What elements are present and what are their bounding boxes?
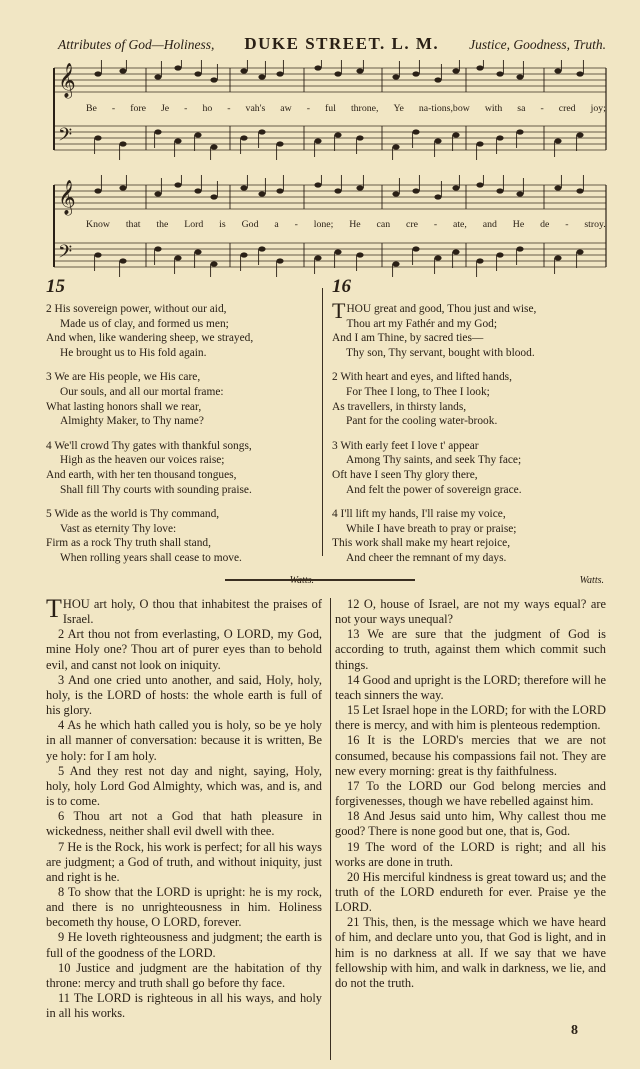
stanza-line-text: Pant for the cooling water-brook.: [346, 415, 498, 428]
stanza-line-text: 3 With early feet I love t' appear: [332, 439, 479, 452]
reading-verse: 5 And they rest not day and night, saying, Holy, holy, holy Lord God Almighty, which was, and is, and is to come.: [46, 763, 322, 809]
lyric-syllable: -: [184, 103, 188, 114]
reading-verse: 14 Good and upright is the LORD; therefore will he teach sinners the way.: [335, 672, 606, 702]
stanza-line-text: Firm as a rock Thy truth shall stand,: [46, 537, 211, 550]
stanza-line: [46, 302, 314, 317]
note-head: [258, 246, 265, 251]
stanza-line: [46, 385, 314, 400]
stanza-line: [332, 507, 604, 522]
reading-verse: 15 Let Israel hope in the LORD; for with the LORD there is mercy, and with him is plenteous redemption.: [335, 703, 606, 733]
stanza-line: [332, 414, 604, 429]
reading-verse: 18 And Jesus said unto him, Why callest thou me good? There is none good but one, that is, God.: [335, 809, 606, 839]
note-head: [119, 185, 126, 190]
stanza-line: [332, 468, 604, 483]
note-head: [258, 129, 265, 134]
stanza-line: [332, 522, 604, 537]
stanza: [332, 507, 604, 565]
note-head: [576, 71, 583, 76]
note-head: [434, 194, 441, 199]
stanza-line-text: And I am Thine, by sacred ties—: [332, 332, 484, 345]
reading-verse: 20 His merciful kindness is great toward us; and the truth of the LORD endureth for ever. Praise ye the LORD.: [335, 869, 606, 915]
lyric-syllable: joy;: [590, 103, 606, 114]
lyric-syllable: Lord: [184, 219, 204, 230]
stanza-line: [46, 439, 314, 454]
reading-verse: 2 Art thou not from everlasting, O LORD, my God, mine Holy one? Thou art of purer eyes than to behold evil, and canst not look on iniquity.: [46, 627, 322, 672]
stanza: [46, 507, 314, 565]
lyric-syllable: stroy.: [584, 219, 606, 230]
reading-right-verses: [335, 597, 606, 991]
reading-verse: 9 He loveth righteousness and judgment; the earth is full of the goodness of the LORD.: [46, 930, 322, 960]
note-head: [314, 182, 321, 187]
note-head: [174, 65, 181, 70]
lyric-syllable: He: [349, 219, 361, 230]
lyric-syllable: Know: [86, 219, 110, 230]
lyric-syllable: -: [565, 219, 569, 230]
note-head: [276, 141, 283, 146]
note-head: [194, 71, 201, 76]
note-head: [210, 261, 217, 266]
note-head: [412, 188, 419, 193]
lyric-syllable: -: [227, 103, 231, 114]
note-head: [210, 194, 217, 199]
stanza-line-text: Our souls, and all our mortal frame:: [60, 385, 224, 398]
stanza-line-text: This work shall make my heart rejoice,: [332, 537, 511, 550]
reading-dropcap: T: [46, 594, 62, 623]
note-head: [554, 138, 561, 143]
stanza-line-text: Among Thy saints, and seek Thy face;: [346, 454, 522, 467]
stanza-line: [46, 317, 314, 332]
lyric-syllable: ate,: [452, 219, 467, 230]
note-head: [476, 141, 483, 146]
stanza-line-text: Thou art my Fathér and my God;: [346, 317, 498, 330]
note-head: [434, 255, 441, 260]
bass-clef: 𝄢: [58, 125, 73, 150]
reading-verse: 11 The LORD is righteous in all his ways, and holy in all his works.: [46, 991, 322, 1021]
note-head: [194, 188, 201, 193]
note-head: [314, 65, 321, 70]
lyric-syllable: Je: [160, 103, 170, 114]
hymn-16: [332, 276, 604, 588]
lyric-syllable: -: [433, 219, 438, 230]
stanza-line-text: Shall fill Thy courts with sounding praise.: [60, 483, 252, 496]
stanza-line-text: 4 We'll crowd Thy gates with thankful songs,: [46, 439, 252, 452]
note-head: [276, 71, 283, 76]
stanza-line-text: When rolling years shall cease to move.: [60, 551, 242, 564]
stanza-line: [46, 400, 314, 415]
note-head: [94, 188, 101, 193]
note-head: [554, 185, 561, 190]
note-head: [476, 65, 483, 70]
stanza-line: [46, 414, 314, 429]
hymn-dropcap: T: [332, 298, 346, 323]
lyric-syllable: sa: [517, 103, 526, 114]
lyric-syllable: lone;: [313, 219, 334, 230]
note-head: [476, 182, 483, 187]
reading-verse: 3 And one cried unto another, and said, Holy, holy, holy, is the LORD of hosts: the whole earth is full of his glory.: [46, 672, 322, 718]
reading-verse: 12 O, house of Israel, are not my ways equal? are not your ways unequal?: [335, 597, 606, 627]
reading-verse: 16 It is the LORD's mercies that we are not consumed, because his compassions fail not. They are new every morning: great is thy faithfulness.: [335, 733, 606, 778]
hymn-number: 16: [332, 276, 351, 297]
note-head: [476, 258, 483, 263]
stanza-line: [332, 346, 604, 361]
note-head: [356, 135, 363, 140]
note-head: [314, 138, 321, 143]
stanza-line-text: Made us of clay, and formed us men;: [60, 317, 229, 330]
stanza-line: [332, 551, 604, 566]
note-head: [240, 252, 247, 257]
lyric-syllable: -: [111, 103, 116, 114]
column-rule-top: [322, 288, 323, 556]
stanza-line-text: Vast as eternity Thy love:: [60, 522, 177, 535]
reading-right-column: [335, 597, 606, 991]
note-head: [496, 71, 503, 76]
stanza-line: [332, 483, 604, 498]
note-head: [334, 249, 341, 254]
lyric-syllable: that: [125, 219, 141, 230]
stanza-line: [46, 346, 314, 361]
stanza-line-text: While I have breath to pray or praise;: [346, 522, 517, 535]
note-head: [392, 261, 399, 266]
stanza-line-text: As travellers, in thirsty lands,: [332, 400, 467, 413]
note-head: [434, 138, 441, 143]
note-head: [412, 246, 419, 251]
stanza: [332, 370, 604, 428]
stanza: [46, 302, 314, 360]
note-head: [210, 144, 217, 149]
note-head: [516, 246, 523, 251]
page-number: 8: [571, 1023, 578, 1038]
lyric-syllable: He: [512, 219, 525, 230]
note-head: [194, 249, 201, 254]
hymn-15-stanzas: [46, 302, 314, 566]
note-head: [194, 132, 201, 137]
reading-verse: 19 The word of the LORD is right; and all his works are done in truth.: [335, 839, 606, 869]
stanza-line: [332, 317, 604, 332]
note-head: [174, 255, 181, 260]
stanza-line-text: HOU great and good, Thou just and wise,: [346, 303, 537, 315]
stanza-line-text: 3 We are His people, we His care,: [46, 371, 201, 384]
note-head: [576, 249, 583, 254]
lyric-syllable: cred: [558, 103, 576, 114]
tune-title: DUKE STREET. L. M.: [244, 34, 440, 53]
note-head: [174, 138, 181, 143]
note-head: [240, 135, 247, 140]
stanza-line-text: 5 Wide as the world is Thy command,: [46, 508, 220, 521]
lyric-syllable: ful: [325, 103, 336, 114]
stanza-line: [332, 370, 604, 385]
header-left: Attributes of God—Holiness,: [58, 37, 215, 52]
lyrics-line-1: [86, 103, 606, 114]
note-head: [392, 144, 399, 149]
note-head: [210, 77, 217, 82]
hymn-number: 15: [46, 276, 65, 297]
reading-verse: 13 We are sure that the judgment of God is according to truth, against them which commit such things.: [335, 627, 606, 672]
note-head: [516, 74, 523, 79]
reading-left-verses: [46, 594, 322, 1021]
hymn-author: [46, 574, 314, 589]
lyric-syllable: Ye: [393, 103, 404, 114]
stanza-line: [46, 331, 314, 346]
treble-clef: 𝄞: [58, 180, 76, 215]
lyric-syllable: fore: [130, 103, 146, 114]
note-head: [554, 68, 561, 73]
note-head: [119, 68, 126, 73]
stanza-line: [46, 536, 314, 551]
hymn-16-stanzas: [332, 298, 604, 566]
note-head: [412, 71, 419, 76]
stanza-line-text: And felt the power of sovereign grace.: [346, 483, 522, 496]
reading-verse: 10 Justice and judgment are the habitation of thy throne: mercy and truth shall go before thy face.: [46, 960, 322, 990]
stanza-line: [46, 522, 314, 537]
note-head: [119, 258, 126, 263]
stanza-line: [46, 551, 314, 566]
lyric-syllable: -: [306, 103, 311, 114]
note-head: [452, 68, 459, 73]
note-head: [154, 129, 161, 134]
note-head: [554, 255, 561, 260]
note-head: [154, 191, 161, 196]
note-head: [392, 74, 399, 79]
lyric-syllable: throne,: [350, 103, 379, 114]
note-head: [516, 129, 523, 134]
stanza-line-text: For Thee I long, to Thee I look;: [346, 385, 490, 398]
stanza-line-text: And when, like wandering sheep, we strayed,: [46, 332, 254, 345]
lyric-syllable: vah's: [245, 103, 266, 114]
stanza-line: [332, 298, 604, 323]
stanza-line: [332, 331, 604, 346]
stanza-line-text: He brought us to His fold again.: [60, 346, 207, 359]
note-head: [356, 68, 363, 73]
note-head: [334, 71, 341, 76]
lyric-syllable: a: [274, 219, 279, 230]
note-head: [434, 77, 441, 82]
note-head: [314, 255, 321, 260]
reading-verse: 6 Thou art not a God that hath pleasure in wickedness, neither shall evil dwell with thee.: [46, 809, 322, 839]
stanza-line-text: Oft have I seen Thy glory there,: [332, 468, 478, 481]
bass-clef: 𝄢: [58, 242, 73, 267]
column-rule-bottom: [330, 598, 331, 1060]
hymn-15: [46, 276, 314, 588]
hymn-author: Watts.: [579, 574, 604, 586]
stanza-line-text: 4 I'll lift my hands, I'll raise my voice,: [332, 508, 506, 521]
note-head: [94, 252, 101, 257]
lyric-syllable: can: [376, 219, 391, 230]
lyric-syllable: aw: [280, 103, 292, 114]
note-head: [496, 252, 503, 257]
lyric-syllable: the: [156, 219, 169, 230]
reading-verse: 17 To the LORD our God belong mercies and forgivenesses, though we have rebelled against him.: [335, 778, 606, 809]
stanza-line-text: High as the heaven our voices raise;: [60, 454, 225, 467]
reading-verse: 4 As he which hath called you is holy, so be ye holy in all manner of conversation: because it is written, Be ye holy: for I am holy.: [46, 718, 322, 763]
reading-left-column: [46, 594, 322, 1021]
note-head: [240, 185, 247, 190]
note-head: [94, 135, 101, 140]
note-head: [452, 185, 459, 190]
stanza: [332, 439, 604, 497]
note-head: [174, 182, 181, 187]
stanza-line-text: 2 His sovereign power, without our aid,: [46, 303, 227, 315]
note-head: [452, 249, 459, 254]
reading-verse: 21 This, then, is the message which we have heard of him, and declare unto you, that God is light, and in him is no darkness at all. If we say that we have fellowship with him, and walk in darkness, we lie, and do not the truth.: [335, 915, 606, 990]
lyric-syllable: cre: [405, 219, 418, 230]
stanza-line: [332, 385, 604, 400]
lyric-syllable: and: [482, 219, 497, 230]
stanza-line: [46, 483, 314, 498]
stanza-line-text: And cheer the remnant of my days.: [346, 551, 507, 564]
note-head: [496, 188, 503, 193]
stanza-line: [332, 453, 604, 468]
reading-verse: 7 He is the Rock, his work is perfect; for all his ways are judgment; a God of truth, and without iniquity, just and right is he.: [46, 839, 322, 884]
lyric-syllable: is: [219, 219, 226, 230]
note-head: [334, 188, 341, 193]
stanza-line-text: 2 With heart and eyes, and lifted hands,: [332, 371, 512, 384]
lyric-syllable: with: [484, 103, 503, 114]
header-right: Justice, Goodness, Truth.: [469, 37, 606, 52]
lyrics-line-2: [86, 219, 606, 230]
note-head: [119, 141, 126, 146]
lyric-syllable: ho: [202, 103, 213, 114]
section-divider: [225, 579, 415, 581]
note-head: [334, 132, 341, 137]
stanza: [46, 370, 314, 428]
stanza-line: [46, 507, 314, 522]
note-head: [154, 246, 161, 251]
stanza-line-text: What lasting honors shall we rear,: [46, 400, 202, 413]
stanza-line-text: Thy son, Thy servant, bought with blood.: [346, 346, 535, 359]
note-head: [412, 129, 419, 134]
stanza-line-text: And earth, with her ten thousand tongues,: [46, 468, 237, 481]
note-head: [356, 185, 363, 190]
reading-verse: HOU art holy, O thou that inhabitest the praises of Israel.: [62, 597, 322, 627]
note-head: [576, 188, 583, 193]
note-head: [496, 135, 503, 140]
stanza-line: [46, 453, 314, 468]
note-head: [258, 74, 265, 79]
stanza: [332, 298, 604, 360]
note-head: [276, 258, 283, 263]
note-head: [576, 132, 583, 137]
note-head: [258, 191, 265, 196]
note-head: [452, 132, 459, 137]
note-head: [392, 191, 399, 196]
note-head: [276, 188, 283, 193]
note-head: [516, 191, 523, 196]
stanza-line-text: Almighty Maker, to Thy name?: [60, 415, 204, 428]
page-header: [58, 34, 606, 56]
stanza-line: [332, 400, 604, 415]
lyric-syllable: na-tions,bow: [418, 103, 470, 114]
note-head: [356, 252, 363, 257]
lyric-syllable: -: [540, 103, 544, 114]
stanza: [46, 439, 314, 497]
stanza-line: [46, 370, 314, 385]
note-head: [154, 74, 161, 79]
stanza-line: [46, 468, 314, 483]
reading-verse: 8 To show that the LORD is upright: he is my rock, and there is no unrighteousness in him. Holiness becometh thy house, O LORD, forever.: [46, 884, 322, 930]
lyric-syllable: de: [540, 219, 550, 230]
note-head: [94, 71, 101, 76]
treble-clef: 𝄞: [58, 63, 76, 98]
stanza-line: [332, 439, 604, 454]
note-head: [240, 68, 247, 73]
lyric-syllable: Be: [86, 103, 97, 114]
lyric-syllable: God: [241, 219, 259, 230]
stanza-line: [332, 536, 604, 551]
lyric-syllable: -: [294, 219, 298, 230]
